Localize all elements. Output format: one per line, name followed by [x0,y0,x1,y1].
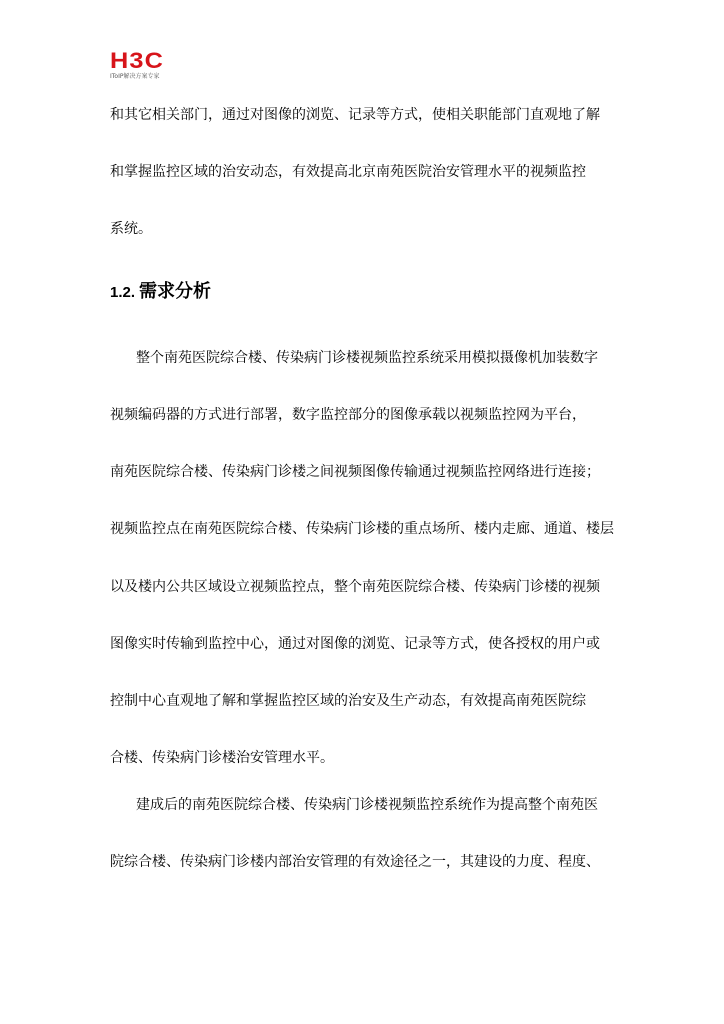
intro-line: 系统。 [110,221,152,237]
h3c-logo [110,50,180,84]
paragraph-line: 建成后的南苑医院综合楼、传染病门诊楼视频监控系统作为提高整个南苑医 [136,797,598,813]
paragraph-line: 控制中心直观地了解和掌握监控区域的治安及生产动态，有效提高南苑医院综 [110,693,586,709]
paragraph-line: 视频监控点在南苑医院综合楼、传染病门诊楼的重点场所、楼内走廊、通道、楼层 [110,521,614,537]
intro-line: 和掌握监控区域的治安动态，有效提高北京南苑医院治安管理水平的视频监控 [110,164,586,180]
paragraph-line: 合楼、传染病门诊楼治安管理水平。 [110,750,334,766]
paragraph-line: 图像实时传输到监控中心，通过对图像的浏览、记录等方式，使各授权的用户或 [110,636,600,652]
logo-tagline: IToIP解决方案专家 [110,73,160,80]
section-number: 1.2. [110,284,136,301]
paragraph-line: 视频编码器的方式进行部署，数字监控部分的图像承载以视频监控网为平台， [110,407,586,423]
paragraph-line: 南苑医院综合楼、传染病门诊楼之间视频图像传输通过视频监控网络进行连接； [110,464,600,480]
paragraph-line: 院综合楼、传染病门诊楼内部治安管理的有效途径之一，其建设的力度、程度、 [110,854,600,870]
logo-mark: H3C [110,48,165,73]
paragraph-line: 整个南苑医院综合楼、传染病门诊楼视频监控系统采用模拟摄像机加装数字 [136,350,598,366]
paragraph-line: 以及楼内公共区域设立视频监控点，整个南苑医院综合楼、传染病门诊楼的视频 [110,579,600,595]
section-heading [110,280,211,305]
intro-line: 和其它相关部门，通过对图像的浏览、记录等方式，使相关职能部门直观地了解 [110,107,600,123]
section-title: 需求分析 [139,281,212,302]
